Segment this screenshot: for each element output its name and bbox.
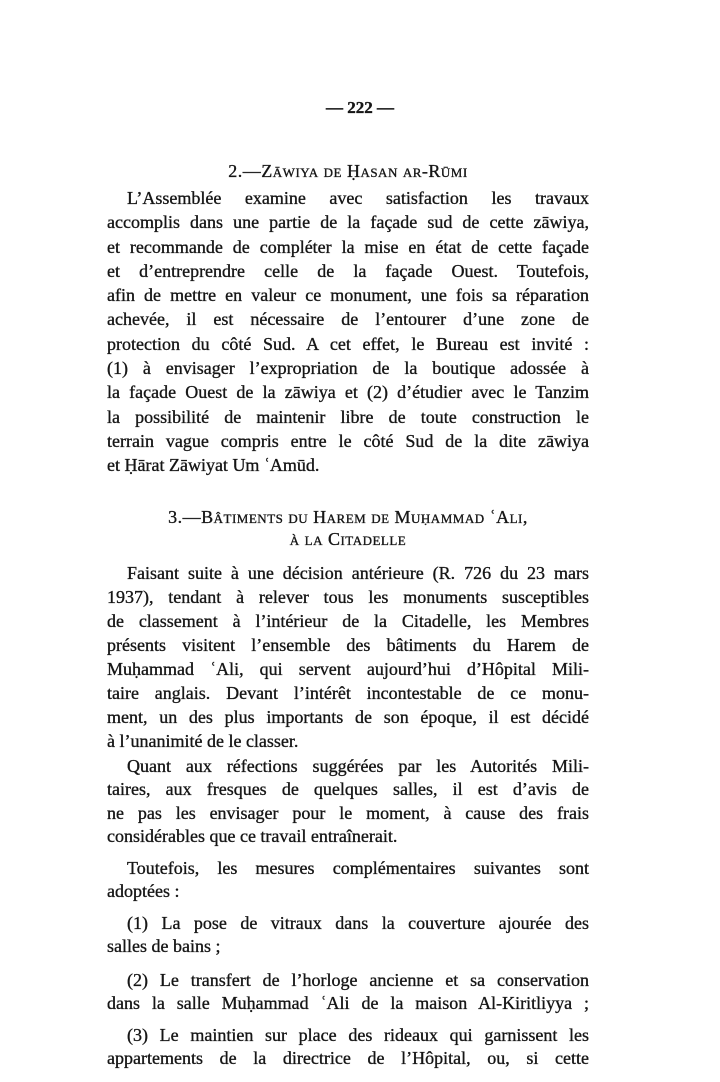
section-2-heading-block — [107, 159, 589, 183]
text-line: taires, aux fresques de quelques salles, il est d’avis de — [107, 779, 589, 800]
text-line: Toutefois, les mesures complémentaires suivantes sont — [127, 858, 589, 878]
text-line: achevée, il est nécessaire de l’entourer d’une zone de — [107, 309, 589, 330]
text-line: taire anglais. Devant l’intérêt incontestable de ce monu- — [107, 683, 589, 703]
section-3-paragraph — [107, 561, 589, 753]
text-line: accomplis dans une partie de la façade sud de cette zāwiya, — [107, 212, 589, 233]
text-line: (2) Le transfert de l’horloge ancienne et sa conservation — [127, 970, 589, 990]
section-3-heading-block — [107, 506, 589, 550]
text-line: (1) La pose de vitraux dans la couverture ajourée des — [127, 913, 589, 933]
text-line: (3) Le maintien sur place des rideaux qui garnissent les — [127, 1025, 589, 1045]
section-3-paragraph — [107, 857, 589, 903]
text-line: et Ḥārat Zāwiyat Um ʿAmūd. — [107, 455, 320, 476]
text-line: salles de bains ; — [107, 936, 221, 956]
text-line: protection du côté Sud. A cet effet, le Bureau est invité : — [107, 333, 589, 354]
text-line: (1) à envisager l’expropriation de la boutique adossée à — [107, 358, 589, 379]
list-item-1 — [107, 912, 589, 958]
text-line: Faisant suite à une décision antérieure (R. 726 du 23 mars — [127, 563, 589, 583]
section-3-heading-line: à la Citadelle — [289, 529, 407, 549]
text-line: afin de mettre en valeur ce monument, une fois sa réparation — [107, 285, 589, 306]
text-line: considérables que ce travail entraînerait. — [107, 826, 398, 847]
text-line: à l’unanimité de le classer. — [107, 731, 299, 751]
text-line: présents visitent l’ensemble des bâtiments du Harem de — [107, 635, 589, 655]
list-item-2 — [107, 969, 589, 1015]
text-line: et recommande de compléter la mise en état de cette façade — [107, 236, 589, 257]
text-line: terrain vague compris entre le côté Sud de la dite zāwiya — [107, 430, 589, 451]
text-line: adoptées : — [107, 881, 180, 901]
text-line: 1937), tendant à relever tous les monuments susceptibles — [107, 587, 589, 607]
text-line: la possibilité de maintenir libre de toute construction le — [107, 406, 589, 427]
page-number: — 222 — — [326, 98, 394, 117]
list-item-3 — [107, 1024, 589, 1070]
section-2-heading: 2.—Zāwiya de Ḥasan ar-Rūmi — [228, 161, 468, 181]
text-line: de classement à l’intérieur de la Citadelle, les Membres — [107, 611, 589, 631]
text-line: ment, un des plus importants de son époque, il est décidé — [107, 707, 589, 727]
section-3-heading-line: 3.—Bâtiments du Harem de Muḥammad ʿAli, — [168, 507, 528, 527]
section-3-paragraph — [107, 755, 589, 849]
text-line: la façade Ouest de la zāwiya et (2) d’étudier avec le Tanzim — [107, 382, 589, 403]
text-line: Muḥammad ʿAli, qui servent aujourd’hui d’Hôpital Mili- — [107, 659, 589, 679]
text-line: appartements de la directrice de l’Hôpital, ou, si cette — [107, 1048, 589, 1068]
text-line: et d’entreprendre celle de la façade Ouest. Toutefois, — [107, 260, 589, 281]
text-line: Quant aux réfections suggérées par les Autorités Mili- — [127, 756, 589, 776]
text-line: ne pas les envisager pour le moment, à cause des frais — [107, 802, 589, 823]
text-line: dans la salle Muḥammad ʿAli de la maison Al-Kiritliyya ; — [107, 993, 589, 1013]
text-line: L’Assemblée examine avec satisfaction les travaux — [127, 188, 589, 208]
section-2-paragraph — [107, 186, 589, 478]
